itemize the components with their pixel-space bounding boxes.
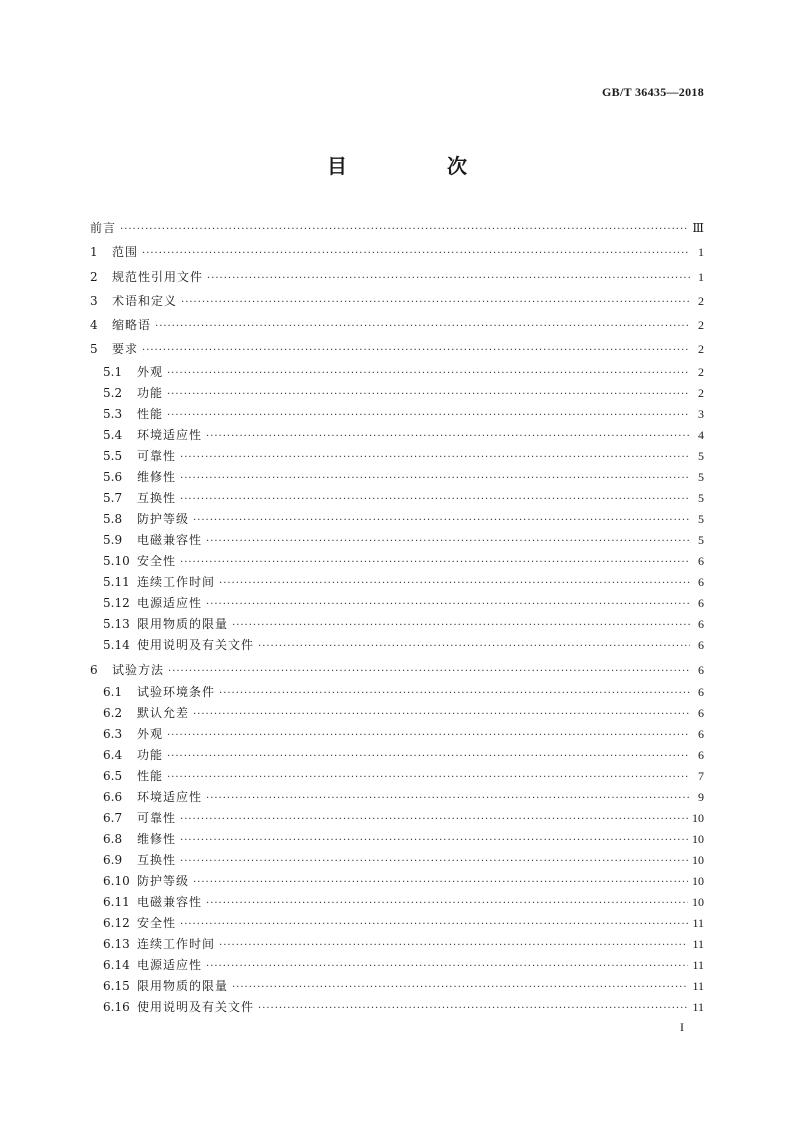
toc-entry-label: 规范性引用文件 [112, 269, 204, 284]
toc-entry[interactable] [90, 703, 704, 724]
toc-entry-number: 2 [90, 269, 98, 284]
toc-entry[interactable] [90, 892, 704, 913]
dot-leader [167, 363, 690, 384]
toc-entry[interactable] [90, 404, 704, 425]
toc-entry-page: 11 [692, 916, 704, 931]
toc-entry-number: 5.14 [103, 637, 130, 652]
toc-entry[interactable] [90, 787, 704, 808]
toc-entry-label: 电源适应性 [137, 958, 203, 973]
toc-entry-number: 5.11 [103, 574, 130, 589]
toc-entry-label: 可靠性 [137, 448, 177, 463]
toc-entry-number: 1 [90, 245, 98, 260]
toc-entry-number: 4 [90, 318, 98, 333]
toc-entry-page: 2 [698, 364, 704, 379]
toc-entry-label: 安全性 [137, 916, 177, 931]
toc-entry-number: 6.7 [103, 811, 123, 826]
toc-entry-number: 6 [90, 662, 98, 677]
toc-entry-number: 5.4 [103, 427, 123, 442]
toc-entry[interactable] [90, 635, 704, 656]
toc-entry-number: 5.13 [103, 616, 130, 631]
dot-leader [167, 725, 690, 746]
toc-entry-page: 11 [692, 1000, 704, 1015]
toc-entry-page: 2 [698, 342, 704, 357]
dot-leader [193, 872, 688, 893]
dot-leader [206, 788, 690, 809]
toc-entry[interactable] [90, 934, 704, 955]
dot-leader [180, 851, 688, 872]
dot-leader [258, 636, 690, 657]
dot-leader [206, 956, 688, 977]
toc-entry-page: 6 [698, 574, 704, 589]
toc-entry-page: 6 [698, 706, 704, 721]
toc-entry-number: 5 [90, 342, 98, 357]
toc-entry[interactable] [90, 745, 704, 766]
toc-entry-page: 10 [692, 853, 704, 868]
toc-entry-page: 5 [698, 532, 704, 547]
dot-leader [219, 573, 690, 594]
toc-entry-number: 6.14 [103, 958, 130, 973]
toc-entry[interactable] [90, 724, 704, 745]
toc-entry[interactable] [90, 289, 704, 313]
toc-entry[interactable] [90, 313, 704, 337]
toc-entry[interactable] [90, 446, 704, 467]
toc-entry[interactable] [90, 551, 704, 572]
toc-entry[interactable] [90, 509, 704, 530]
dot-leader [167, 767, 690, 788]
toc-entry-label: 使用说明及有关文件 [137, 637, 255, 652]
dot-leader [180, 914, 688, 935]
toc-entry[interactable] [90, 265, 704, 289]
toc-entry-page: 6 [698, 553, 704, 568]
dot-leader [206, 594, 690, 615]
toc-entry[interactable] [90, 808, 704, 829]
toc-entry[interactable] [90, 682, 704, 703]
toc-entry-page: 6 [698, 637, 704, 652]
toc-entry-number: 6.9 [103, 853, 123, 868]
dot-leader [167, 746, 690, 767]
toc-entry-page: 2 [698, 318, 704, 333]
dot-leader [168, 660, 690, 684]
table-of-contents [90, 216, 704, 1018]
toc-entry-label: 互换性 [137, 853, 177, 868]
toc-entry-page: 5 [698, 490, 704, 505]
toc-entry-number: 5.9 [103, 532, 123, 547]
toc-entry-label: 限用物质的限量 [137, 979, 229, 994]
toc-entry-label: 电磁兼容性 [137, 895, 203, 910]
toc-entry-page: 11 [692, 979, 704, 994]
toc-entry-number: 6.16 [103, 1000, 130, 1015]
dot-leader [181, 291, 690, 315]
toc-entry-label: 性能 [137, 769, 164, 784]
dot-leader [232, 977, 688, 998]
toc-entry-number: 6.15 [103, 979, 130, 994]
toc-entry-label: 防护等级 [137, 511, 190, 526]
toc-entry[interactable] [90, 955, 704, 976]
toc-entry[interactable] [90, 913, 704, 934]
toc-entry-number: 5.7 [103, 490, 123, 505]
dot-leader [232, 615, 690, 636]
toc-entry[interactable] [90, 337, 704, 361]
toc-entry-number: 5.3 [103, 406, 123, 421]
toc-entry-label: 电源适应性 [137, 595, 203, 610]
toc-entry[interactable] [90, 467, 704, 488]
toc-entry[interactable] [90, 383, 704, 404]
toc-entry[interactable] [90, 829, 704, 850]
toc-entry-label: 电磁兼容性 [137, 532, 203, 547]
dot-leader [180, 468, 690, 489]
toc-entry-page: 10 [692, 832, 704, 847]
toc-entry[interactable] [90, 488, 704, 509]
toc-entry-label: 外观 [137, 364, 164, 379]
toc-entry-page: 10 [692, 874, 704, 889]
toc-entry-page: 1 [698, 245, 704, 260]
toc-entry-number: 5.10 [103, 553, 130, 568]
dot-leader [120, 218, 688, 242]
toc-entry-label: 互换性 [137, 490, 177, 505]
toc-entry-label: 试验环境条件 [137, 685, 216, 700]
page-title: 目 次 [327, 154, 507, 178]
toc-entry-page: 6 [698, 616, 704, 631]
toc-entry-label: 试验方法 [112, 662, 165, 677]
dot-leader [180, 489, 690, 510]
toc-entry-label: 使用说明及有关文件 [137, 1000, 255, 1015]
dot-leader [142, 339, 690, 363]
toc-entry-page: 6 [698, 595, 704, 610]
toc-entry-page: 5 [698, 469, 704, 484]
toc-entry[interactable] [90, 871, 704, 892]
page-number: I [680, 1020, 684, 1034]
toc-entry-label: 防护等级 [137, 874, 190, 889]
toc-entry-page: Ⅲ [692, 221, 704, 235]
toc-entry-label: 可靠性 [137, 811, 177, 826]
toc-entry-number: 6.4 [103, 748, 123, 763]
toc-entry-number: 5.5 [103, 448, 123, 463]
toc-entry-label: 连续工作时间 [137, 937, 216, 952]
toc-entry-label: 前言 [90, 221, 117, 235]
toc-entry-page: 11 [692, 937, 704, 952]
toc-entry-page: 2 [698, 385, 704, 400]
dot-leader [155, 315, 690, 339]
toc-entry-label: 安全性 [137, 553, 177, 568]
toc-entry-page: 4 [698, 427, 704, 442]
dot-leader [180, 830, 688, 851]
toc-entry[interactable] [90, 572, 704, 593]
toc-entry[interactable] [90, 530, 704, 551]
toc-entry-page: 2 [698, 293, 704, 308]
dot-leader [193, 704, 690, 725]
toc-entry-label: 功能 [137, 748, 164, 763]
toc-entry-number: 3 [90, 293, 98, 308]
toc-entry[interactable] [90, 658, 704, 682]
toc-entry-label: 外观 [137, 727, 164, 742]
toc-entry-number: 6.6 [103, 790, 123, 805]
toc-entry-page: 3 [698, 406, 704, 421]
toc-entry[interactable] [90, 997, 704, 1018]
dot-leader [180, 552, 690, 573]
toc-entry-page: 6 [698, 748, 704, 763]
toc-entry[interactable] [90, 766, 704, 787]
toc-entry-label: 范围 [112, 245, 139, 260]
toc-entry-label: 限用物质的限量 [137, 616, 229, 631]
toc-entry-label: 维修性 [137, 469, 177, 484]
toc-entry[interactable] [90, 216, 704, 240]
toc-entry-page: 10 [692, 811, 704, 826]
toc-entry-number: 6.1 [103, 685, 123, 700]
toc-entry-number: 5.12 [103, 595, 130, 610]
dot-leader [142, 242, 690, 266]
toc-entry-label: 环境适应性 [137, 427, 203, 442]
dot-leader [219, 683, 690, 704]
toc-entry-label: 功能 [137, 385, 164, 400]
toc-entry-page: 6 [698, 727, 704, 742]
toc-entry-page: 1 [698, 269, 704, 284]
dot-leader [207, 267, 690, 291]
toc-entry-label: 连续工作时间 [137, 574, 216, 589]
toc-entry-number: 5.8 [103, 511, 123, 526]
toc-entry-number: 6.13 [103, 937, 130, 952]
dot-leader [167, 384, 690, 405]
toc-entry[interactable] [90, 850, 704, 871]
toc-entry-page: 6 [698, 662, 704, 677]
dot-leader [180, 809, 688, 830]
toc-entry-label: 维修性 [137, 832, 177, 847]
toc-entry-page: 9 [698, 790, 704, 805]
dot-leader [167, 405, 690, 426]
toc-entry-label: 性能 [137, 406, 164, 421]
toc-entry-number: 5.6 [103, 469, 123, 484]
toc-entry-label: 要求 [112, 342, 139, 357]
document-code: GB/T 36435—2018 [602, 85, 704, 99]
toc-entry[interactable] [90, 614, 704, 635]
toc-entry-label: 缩略语 [112, 318, 152, 333]
dot-leader [193, 510, 690, 531]
toc-entry-number: 6.5 [103, 769, 123, 784]
toc-entry[interactable] [90, 362, 704, 383]
toc-entry-number: 5.2 [103, 385, 123, 400]
toc-entry-number: 6.10 [103, 874, 130, 889]
toc-entry-number: 5.1 [103, 364, 123, 379]
toc-entry-label: 环境适应性 [137, 790, 203, 805]
toc-entry[interactable] [90, 240, 704, 264]
toc-entry-number: 6.11 [103, 895, 130, 910]
toc-entry-number: 6.8 [103, 832, 123, 847]
dot-leader [206, 893, 688, 914]
dot-leader [258, 998, 688, 1019]
toc-entry-label: 默认允差 [137, 706, 190, 721]
toc-entry-page: 11 [692, 958, 704, 973]
toc-entry[interactable] [90, 593, 704, 614]
toc-entry-page: 5 [698, 511, 704, 526]
toc-entry-number: 6.3 [103, 727, 123, 742]
dot-leader [206, 426, 690, 447]
toc-entry-number: 6.12 [103, 916, 130, 931]
toc-entry[interactable] [90, 976, 704, 997]
dot-leader [206, 531, 690, 552]
dot-leader [219, 935, 688, 956]
toc-entry-page: 7 [698, 769, 704, 784]
toc-entry-label: 术语和定义 [112, 293, 178, 308]
toc-entry-page: 10 [692, 895, 704, 910]
toc-entry-page: 6 [698, 685, 704, 700]
toc-entry-page: 5 [698, 448, 704, 463]
toc-entry[interactable] [90, 425, 704, 446]
dot-leader [180, 447, 690, 468]
toc-entry-number: 6.2 [103, 706, 123, 721]
